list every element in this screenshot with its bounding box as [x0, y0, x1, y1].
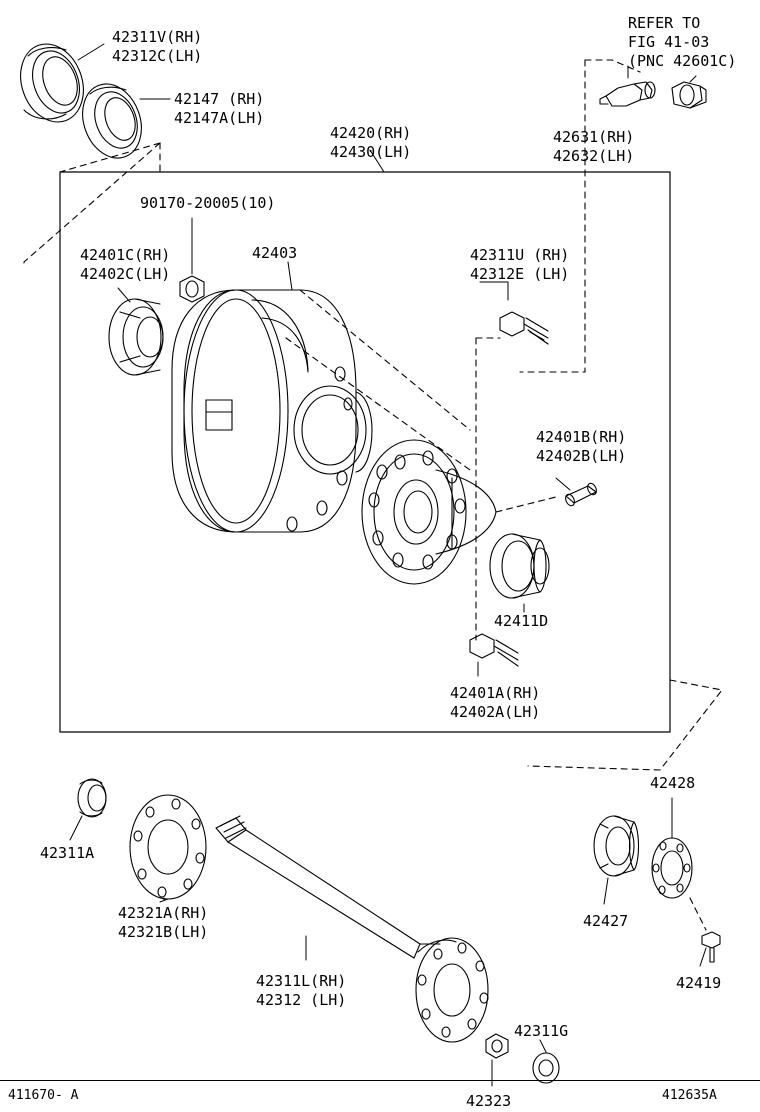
- part-42631-grease-fitting: [600, 82, 655, 106]
- part-42601C-nut: [672, 82, 706, 108]
- callout-42311G: 42311G: [514, 1022, 569, 1040]
- callout-42403: 42403: [252, 244, 298, 262]
- callout-42147: 42147 (RH) 42147A(LH): [174, 90, 265, 127]
- part-42311A-seal: [78, 779, 106, 817]
- footer-divider: [0, 1080, 760, 1081]
- part-42401B-spacer: [564, 482, 598, 507]
- part-42403-brake-drum: [172, 290, 372, 532]
- part-42401C-bearing: [109, 299, 163, 375]
- part-42147-oil-seal: [73, 76, 152, 167]
- callout-42321A: 42321A(RH) 42321B(LH): [118, 904, 209, 941]
- part-42427-lock-nut: [594, 816, 639, 876]
- callout-42631: 42631(RH) 42632(LH): [553, 128, 635, 165]
- callout-42428: 42428: [650, 774, 696, 792]
- part-90170-nut: [180, 276, 204, 302]
- part-42411D-bearing-cup: [490, 534, 549, 598]
- callout-42419: 42419: [676, 974, 722, 992]
- callout-90170: 90170-20005(10): [140, 194, 276, 212]
- reference-note: REFER TO FIG 41-03 (PNC 42601C): [628, 14, 737, 70]
- callout-42311A: 42311A: [40, 844, 95, 862]
- callout-42401B: 42401B(RH) 42402B(LH): [536, 428, 627, 465]
- callout-42311U: 42311U (RH) 42312E (LH): [470, 246, 570, 283]
- callout-42311V: 42311V(RH) 42312C(LH): [112, 28, 203, 65]
- callout-42420: 42420(RH) 42430(LH): [330, 124, 412, 161]
- part-42419-lock-screw: [702, 932, 720, 962]
- part-42311V-oil-seal: [10, 35, 94, 131]
- part-42321A-gasket: [130, 795, 206, 899]
- callout-42323: 42323: [466, 1092, 512, 1110]
- part-42311U-bolt: [500, 312, 548, 344]
- callout-42311L: 42311L(RH) 42312 (LH): [256, 972, 347, 1009]
- part-42323-nut: [486, 1034, 508, 1058]
- part-42401A-bolt: [470, 634, 518, 666]
- part-42311G-washer: [533, 1053, 559, 1083]
- callout-42427: 42427: [583, 912, 629, 930]
- callout-42401C: 42401C(RH) 42402C(LH): [80, 246, 171, 283]
- footer-left-code: 411670- A: [8, 1088, 79, 1103]
- callout-42401A: 42401A(RH) 42402A(LH): [450, 684, 541, 721]
- part-42428-lock-washer: [652, 838, 692, 898]
- footer-right-code: 412635A: [662, 1088, 717, 1103]
- callout-42411D: 42411D: [494, 612, 549, 630]
